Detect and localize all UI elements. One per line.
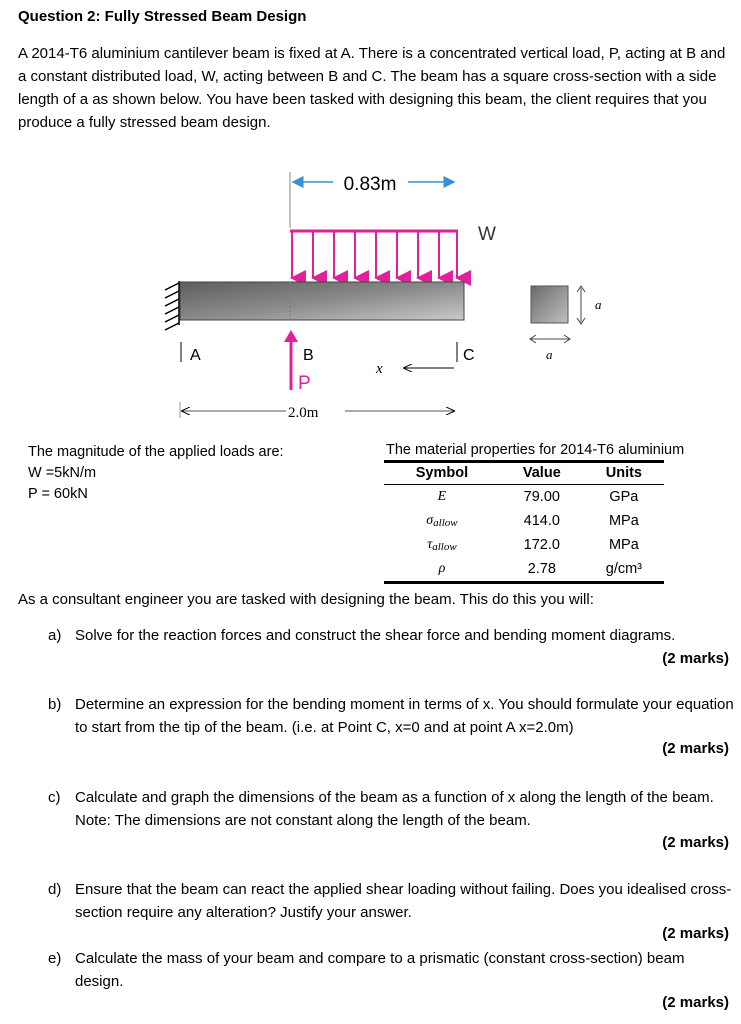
col-units: Units: [584, 462, 664, 485]
properties-table: [384, 460, 664, 584]
fixed-support: [165, 281, 179, 330]
table-row: E 79.00 GPa: [437, 488, 639, 505]
beam: [180, 282, 464, 320]
col-symbol: Symbol: [384, 462, 500, 485]
load-p: P = 60kN: [28, 486, 88, 502]
applied-loads: [28, 442, 284, 505]
svg-text:a: a: [595, 297, 602, 312]
svg-text:2.0m: 2.0m: [288, 405, 319, 421]
loads-heading: The magnitude of the applied loads are:: [28, 444, 284, 460]
distributed-load: [290, 224, 496, 278]
task-lead: As a consultant engineer you are tasked with designing the beam. This do this you will:: [18, 591, 594, 608]
load-w: W =5kN/m: [28, 465, 97, 481]
marks-c: (2 marks): [662, 834, 729, 851]
svg-text:W: W: [478, 224, 496, 245]
col-value: Value: [500, 462, 584, 485]
beam-figure: [0, 0, 741, 440]
svg-text:P: P: [298, 373, 311, 394]
intro-paragraph: A 2014-T6 aluminium cantilever beam is fixed at A. There is a concentrated vertical load, P, acting at B and a constant distributed load, W, acting between B and C. The beam has a square cross-section with a side length of a as shown below. You have been tasked with designing this beam, the client requires that you produce a fully stressed beam design.: [18, 45, 726, 131]
question-title: Question 2: Fully Stressed Beam Design: [18, 8, 307, 25]
marks-a: (2 marks): [662, 650, 729, 667]
marks-e: (2 marks): [662, 994, 729, 1011]
marks-d: (2 marks): [662, 925, 729, 942]
top-dimension: [290, 172, 454, 228]
svg-text:0.83m: 0.83m: [343, 174, 397, 195]
table-row: ρ 2.78 g/cm³: [384, 557, 664, 583]
properties-heading: The material properties for 2014-T6 aluminium: [386, 442, 685, 458]
x-label: x: [376, 361, 383, 377]
bottom-dimension: [180, 402, 454, 421]
point-b-label: B: [303, 347, 314, 364]
marks-b: (2 marks): [662, 740, 729, 757]
table-row: $\sigma_{allow}$ 414.0 MPa: [426, 512, 639, 529]
table-row: $\tau_{allow}$ 172.0 MPa: [427, 536, 639, 553]
point-a-label: A: [190, 347, 201, 364]
point-c-label: C: [463, 347, 475, 364]
svg-text:a: a: [546, 347, 553, 362]
cross-section: [530, 286, 602, 362]
